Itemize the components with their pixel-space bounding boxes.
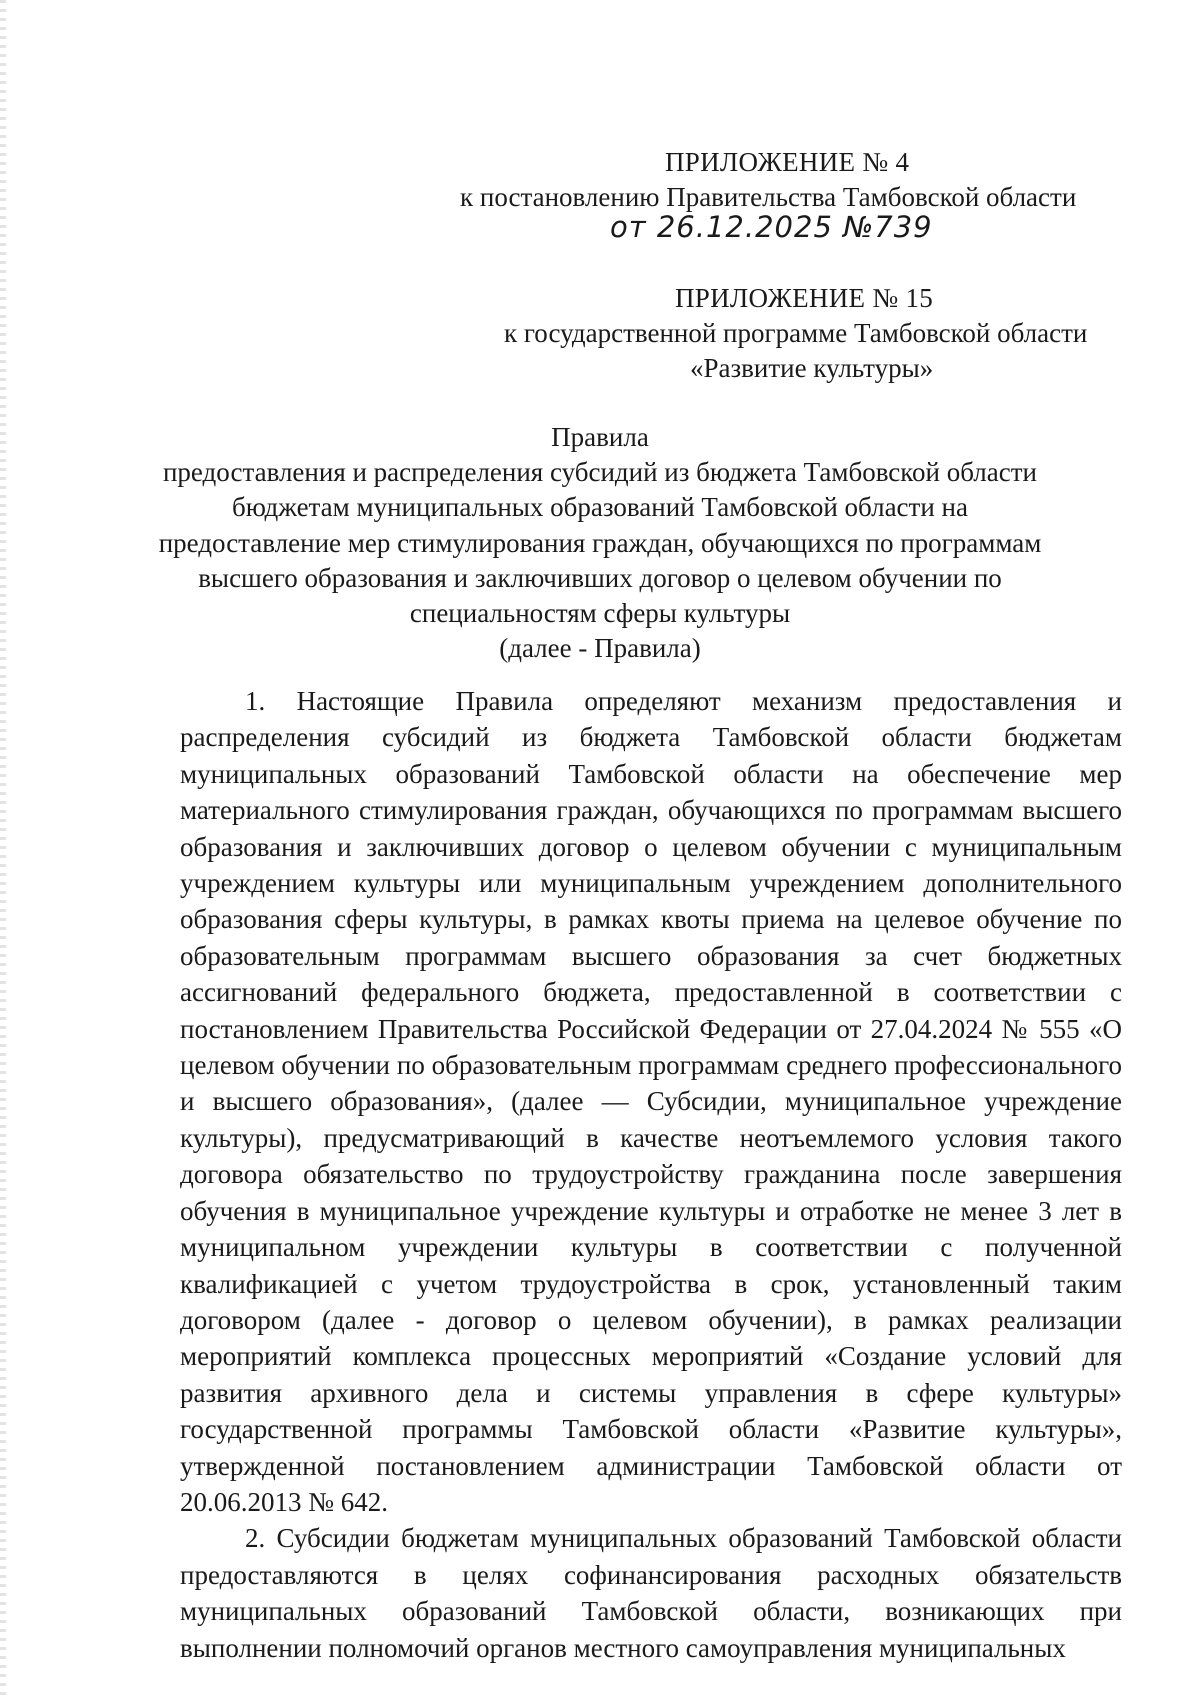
scan-edge-artifact	[0, 0, 6, 1697]
title-line: высшего образования и заключивших договор о целевом обучении по	[198, 562, 1002, 593]
title-line: (далее - Правила)	[499, 633, 701, 664]
document-body	[180, 683, 1122, 1666]
appendix15-title: ПРИЛОЖЕНИЕ № 15	[675, 283, 934, 313]
paragraph-2: 2. Субсидии бюджетам муниципальных образований Тамбовской области предоставляются в целях софинансирования расходных обязательств муниципальных образований Тамбовской области, возникающих при выполнении полномочий органов местного самоуправления муниципальных	[180, 1523, 1122, 1663]
title-line: предоставление мер стимулирования граждан, обучающихся по программам	[158, 527, 1042, 558]
paragraph-1: 1. Настоящие Правила определяют механизм предоставления и распределения субсидий из бюджета Тамбовской области бюджетам муниципальных образований Тамбовской области на обеспечение мер материального стимулирования граждан, обучающихся по программам высшего образования и заключивших договор о целевом обучении с муниципальным учреждением культуры или муниципальным учреждением дополнительного образования сферы культуры, в рамках квоты приема на целевое обучение по образовательным программам высшего образования за счет бюджетных ассигнований федерального бюджета, предоставленной в соответствии с постановлением Правительства Российской Федерации от 27.04.2024 № 555 «О целевом обучении по образовательным программам среднего профессионального и высшего образования», (далее — Субсидии, муниципальное учреждение культуры), предусматривающий в качестве неотъемлемого условия такого договора обязательство по трудоустройству гражданина после завершения обучения в муниципальное учреждение культуры и отработке не менее 3 лет в муниципальном учреждении культуры в соответствии с полученной квалификацией с учетом трудоустройства в срок, установленный таким договором (далее - договор о целевом обучении), в рамках реализации мероприятий комплекса процессных мероприятий «Создание условий для развития архивного дела и системы управления в сфере культуры» государственной программы Тамбовской области «Развитие культуры», утвержденной постановлением администрации Тамбовской области от 20.06.2013 № 642.	[180, 686, 1122, 1517]
handwritten-date-number: от 26.12.2025 №739	[610, 210, 933, 244]
document-title	[150, 420, 1050, 666]
program-name: «Развитие культуры»	[690, 353, 934, 383]
appendix4-title: ПРИЛОЖЕНИЕ № 4	[665, 147, 910, 177]
title-line: предоставления и распределения субсидий из бюджета Тамбовской области	[162, 457, 1037, 488]
appendix15-reference: к государственной программе Тамбовской области	[504, 318, 1088, 348]
title-line: специальностям сферы культуры	[409, 598, 791, 629]
title-line: бюджетам муниципальных образований Тамбовской области на	[232, 492, 968, 523]
appendix4-reference: к постановлению Правительства Тамбовской области	[460, 182, 1077, 212]
title-line: Правила	[551, 422, 649, 452]
